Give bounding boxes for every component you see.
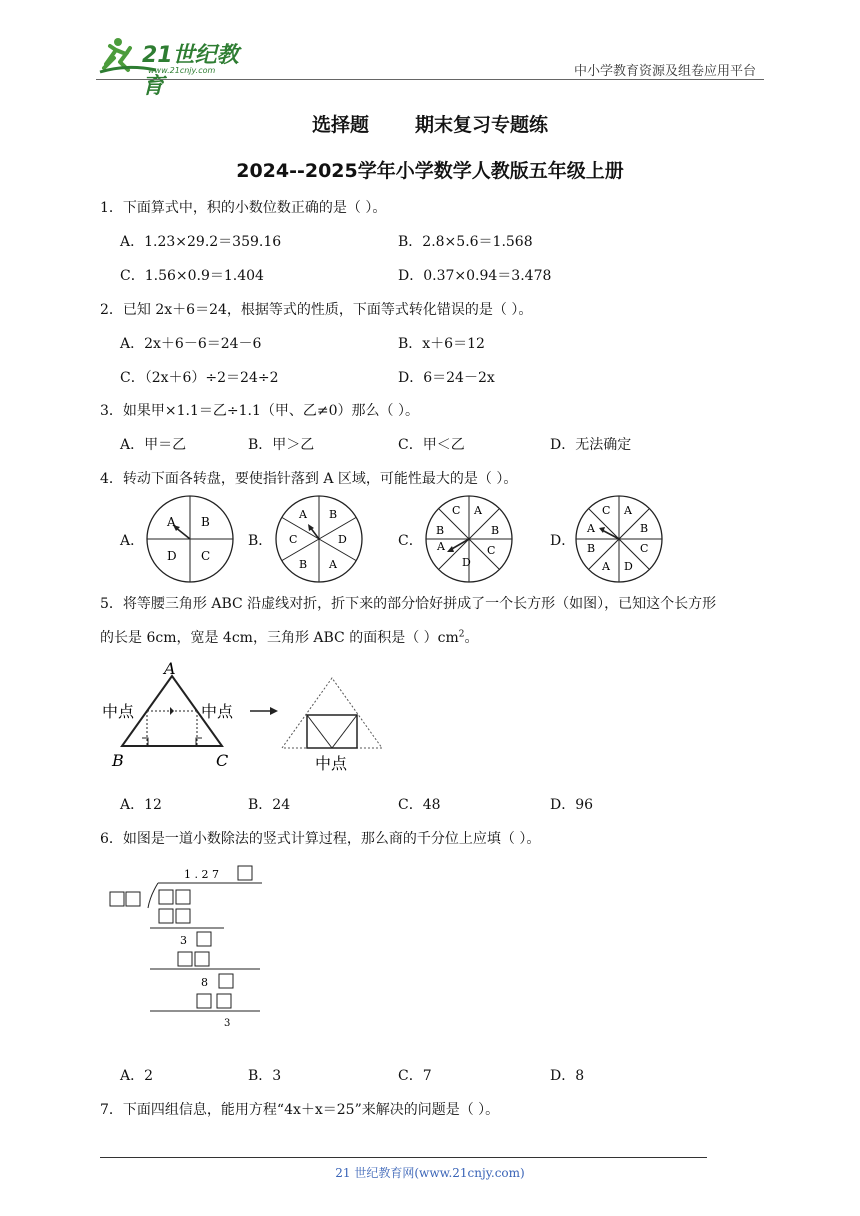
q5-option-a[interactable]: A．12 [120, 797, 162, 813]
svg-text:中点: 中点 [102, 702, 135, 721]
svg-text:C: C [289, 533, 298, 546]
svg-text:D: D [338, 533, 347, 546]
page-title [0, 110, 860, 137]
spinner-a[interactable] [145, 494, 235, 584]
question-1: 1．下面算式中，积的小数位数正确的是（ ）。 [100, 200, 387, 216]
q5-option-d[interactable]: D．96 [550, 797, 594, 813]
q3-option-d[interactable]: D．无法确定 [550, 437, 632, 453]
svg-text:A: A [474, 504, 482, 517]
q2-option-c[interactable]: C．（2x＋6）÷2＝24÷2 [120, 370, 279, 386]
svg-text:A: A [624, 504, 632, 517]
title-part1: 选择题 [311, 114, 369, 136]
q2-option-a[interactable]: A．2x＋6－6＝24－6 [120, 336, 262, 352]
folding-triangle-figure [100, 658, 400, 776]
svg-text:B: B [491, 524, 500, 537]
svg-text:C: C [452, 504, 461, 517]
svg-text:A: A [329, 558, 337, 571]
footer-divider [100, 1157, 707, 1158]
q4-option-c[interactable]: C． [398, 533, 423, 549]
q5-option-c[interactable]: C．48 [398, 797, 441, 813]
svg-text:B: B [112, 751, 124, 770]
svg-text:A: A [602, 560, 610, 573]
svg-text:A: A [587, 522, 595, 535]
q1-option-d[interactable]: D．0.37×0.94＝3.478 [398, 268, 552, 284]
header-divider [96, 79, 764, 80]
question-2: 2．已知 2x＋6＝24，根据等式的性质，下面等式转化错误的是（ ）。 [100, 302, 533, 318]
svg-text:B: B [436, 524, 445, 537]
q2-option-d[interactable]: D．6＝24－2x [398, 370, 495, 386]
svg-text:C: C [602, 504, 611, 517]
svg-text:C: C [640, 542, 649, 555]
q4-option-b[interactable]: B． [248, 533, 273, 549]
svg-text:D: D [462, 556, 471, 569]
svg-text:C: C [216, 751, 229, 770]
q5-option-b[interactable]: B．24 [248, 797, 291, 813]
question-5-line1: 5．将等腰三角形 ABC 沿虚线对折，折下来的部分恰好拼成了一个长方形（如图），已知这个长方形 [100, 596, 717, 612]
footer-text[interactable]: 21 世纪教育网(www.21cnjy.com) [335, 1166, 525, 1180]
q3-option-a[interactable]: A．甲＝乙 [120, 437, 187, 453]
svg-text:A: A [164, 659, 176, 678]
sector-label: B [201, 515, 210, 529]
spinner-c[interactable] [424, 494, 514, 584]
svg-text:A: A [299, 508, 307, 521]
logo-url: www.21cnjy.com [148, 66, 216, 75]
q1-option-b[interactable]: B．2.8×5.6＝1.568 [398, 234, 533, 250]
q2-option-b[interactable]: B．x＋6＝12 [398, 336, 485, 352]
svg-text:B: B [640, 522, 649, 535]
svg-text:3: 3 [224, 1018, 231, 1029]
logo [96, 34, 256, 99]
question-5-line2: 的长是 6cm，宽是 4cm，三角形 ABC 的面积是（ ）$cm^2$。 [100, 629, 479, 646]
question-4: 4．转动下面各转盘，要使指针落到 A 区域，可能性最大的是（ ）。 [100, 471, 518, 487]
logo-text: 21世纪教育 [142, 43, 239, 99]
svg-text:D: D [624, 560, 633, 573]
svg-text:A: A [437, 540, 445, 553]
question-6: 6．如图是一道小数除法的竖式计算过程，那么商的千分位上应填（ ）。 [100, 831, 541, 847]
question-7: 7．下面四组信息，能用方程“4x＋x＝25”来解决的问题是（ ）。 [100, 1102, 500, 1118]
svg-text:B: B [329, 508, 338, 521]
sector-label: C [201, 549, 211, 563]
svg-text:3: 3 [180, 934, 187, 947]
page-subtitle: 2024--2025学年小学数学人教版五年级上册 [236, 160, 624, 182]
q6-option-c[interactable]: C．7 [398, 1068, 432, 1084]
svg-text:B: B [299, 558, 308, 571]
svg-text:8: 8 [201, 976, 208, 989]
spinner-d[interactable] [574, 494, 664, 584]
q3-option-b[interactable]: B．甲＞乙 [248, 437, 315, 453]
q4-option-a[interactable]: A． [120, 533, 145, 549]
title-part2: 期末复习专题练 [415, 114, 549, 136]
spinner-b[interactable] [274, 494, 364, 584]
svg-text:中点: 中点 [315, 754, 348, 773]
q6-option-b[interactable]: B．3 [248, 1068, 282, 1084]
svg-text:C: C [487, 544, 496, 557]
sector-label: A [167, 515, 176, 529]
svg-text:B: B [587, 542, 596, 555]
header-right-text: 中小学教育资源及组卷应用平台 [573, 64, 756, 79]
q1-option-a[interactable]: A．1.23×29.2＝359.16 [120, 234, 282, 250]
long-division-figure [100, 858, 270, 1034]
q3-option-c[interactable]: C．甲＜乙 [398, 437, 465, 453]
sector-label: D [167, 549, 177, 563]
q4-option-d[interactable]: D． [550, 533, 576, 549]
svg-text:中点: 中点 [201, 702, 234, 721]
q1-option-c[interactable]: C．1.56×0.9＝1.404 [120, 268, 264, 284]
q6-option-a[interactable]: A．2 [120, 1068, 154, 1084]
q6-option-d[interactable]: D．8 [550, 1068, 585, 1084]
question-3: 3．如果甲×1.1＝乙÷1.1（甲、乙≠0）那么（ ）。 [100, 403, 419, 419]
svg-text:1 . 2 7: 1 . 2 7 [184, 868, 219, 881]
